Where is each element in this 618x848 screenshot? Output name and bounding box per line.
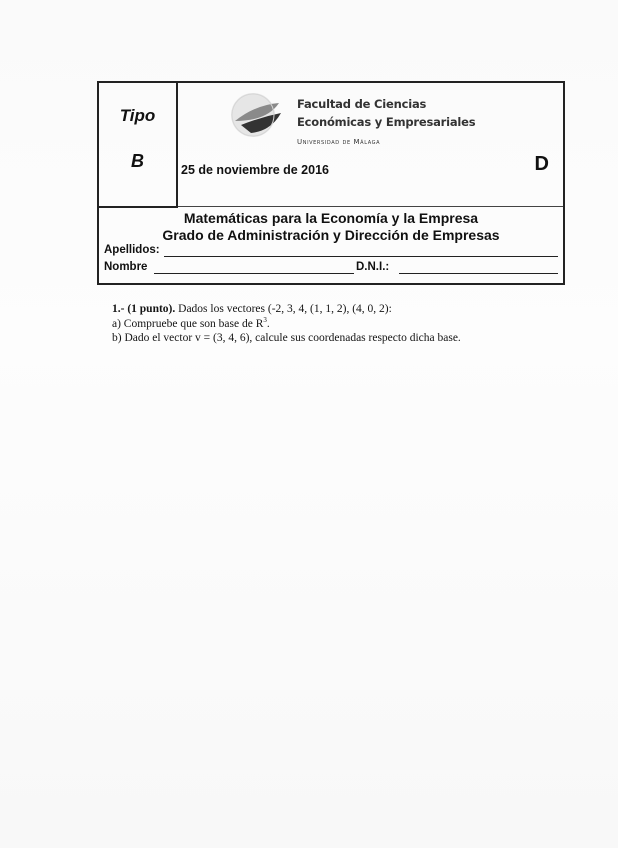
question-part-a (112, 317, 582, 332)
surname-label: Apellidos: (104, 244, 160, 256)
part-a-end: . (266, 317, 270, 330)
course-title: Matemáticas para la Economía y la Empresa (183, 210, 479, 226)
faculty-name-line1: Facultad de Ciencias (297, 97, 427, 111)
part-a-exponent: 3 (263, 315, 267, 324)
question-text: Dados los vectores (-2, 3, 4, (1, 1, 2), (4, 0, 2): (178, 303, 392, 315)
university-name: Universidad de Málaga (297, 138, 381, 146)
exam-header (97, 81, 565, 285)
tipo-label: Tipo (119, 106, 156, 125)
header-divider (178, 206, 563, 207)
name-line[interactable] (154, 261, 354, 274)
tipo-value: B (131, 151, 144, 171)
surname-field[interactable] (104, 244, 558, 258)
part-a-text: a) Compruebe que son base de R (112, 317, 264, 330)
id-label: D.N.I.: (356, 261, 390, 273)
name-field[interactable] (104, 261, 558, 275)
exam-code: D (534, 153, 549, 175)
faculty-logo-icon (227, 91, 287, 139)
tipo-cell (99, 83, 178, 208)
name-label: Nombre (104, 261, 148, 273)
question-part-b: b) Dado el vector v = (3, 4, 6), calcule sus coordenadas respecto dicha base. (112, 332, 461, 344)
surname-line[interactable] (164, 244, 558, 257)
question-statement (112, 302, 582, 317)
id-line[interactable] (399, 261, 558, 274)
faculty-name-line2: Económicas y Empresariales (297, 115, 476, 129)
exam-date: 25 de noviembre de 2016 (181, 163, 329, 177)
degree-title: Grado de Administración y Dirección de Empresas (162, 227, 500, 243)
question-number: 1.- (1 punto). (112, 303, 176, 315)
question-1 (112, 302, 582, 346)
